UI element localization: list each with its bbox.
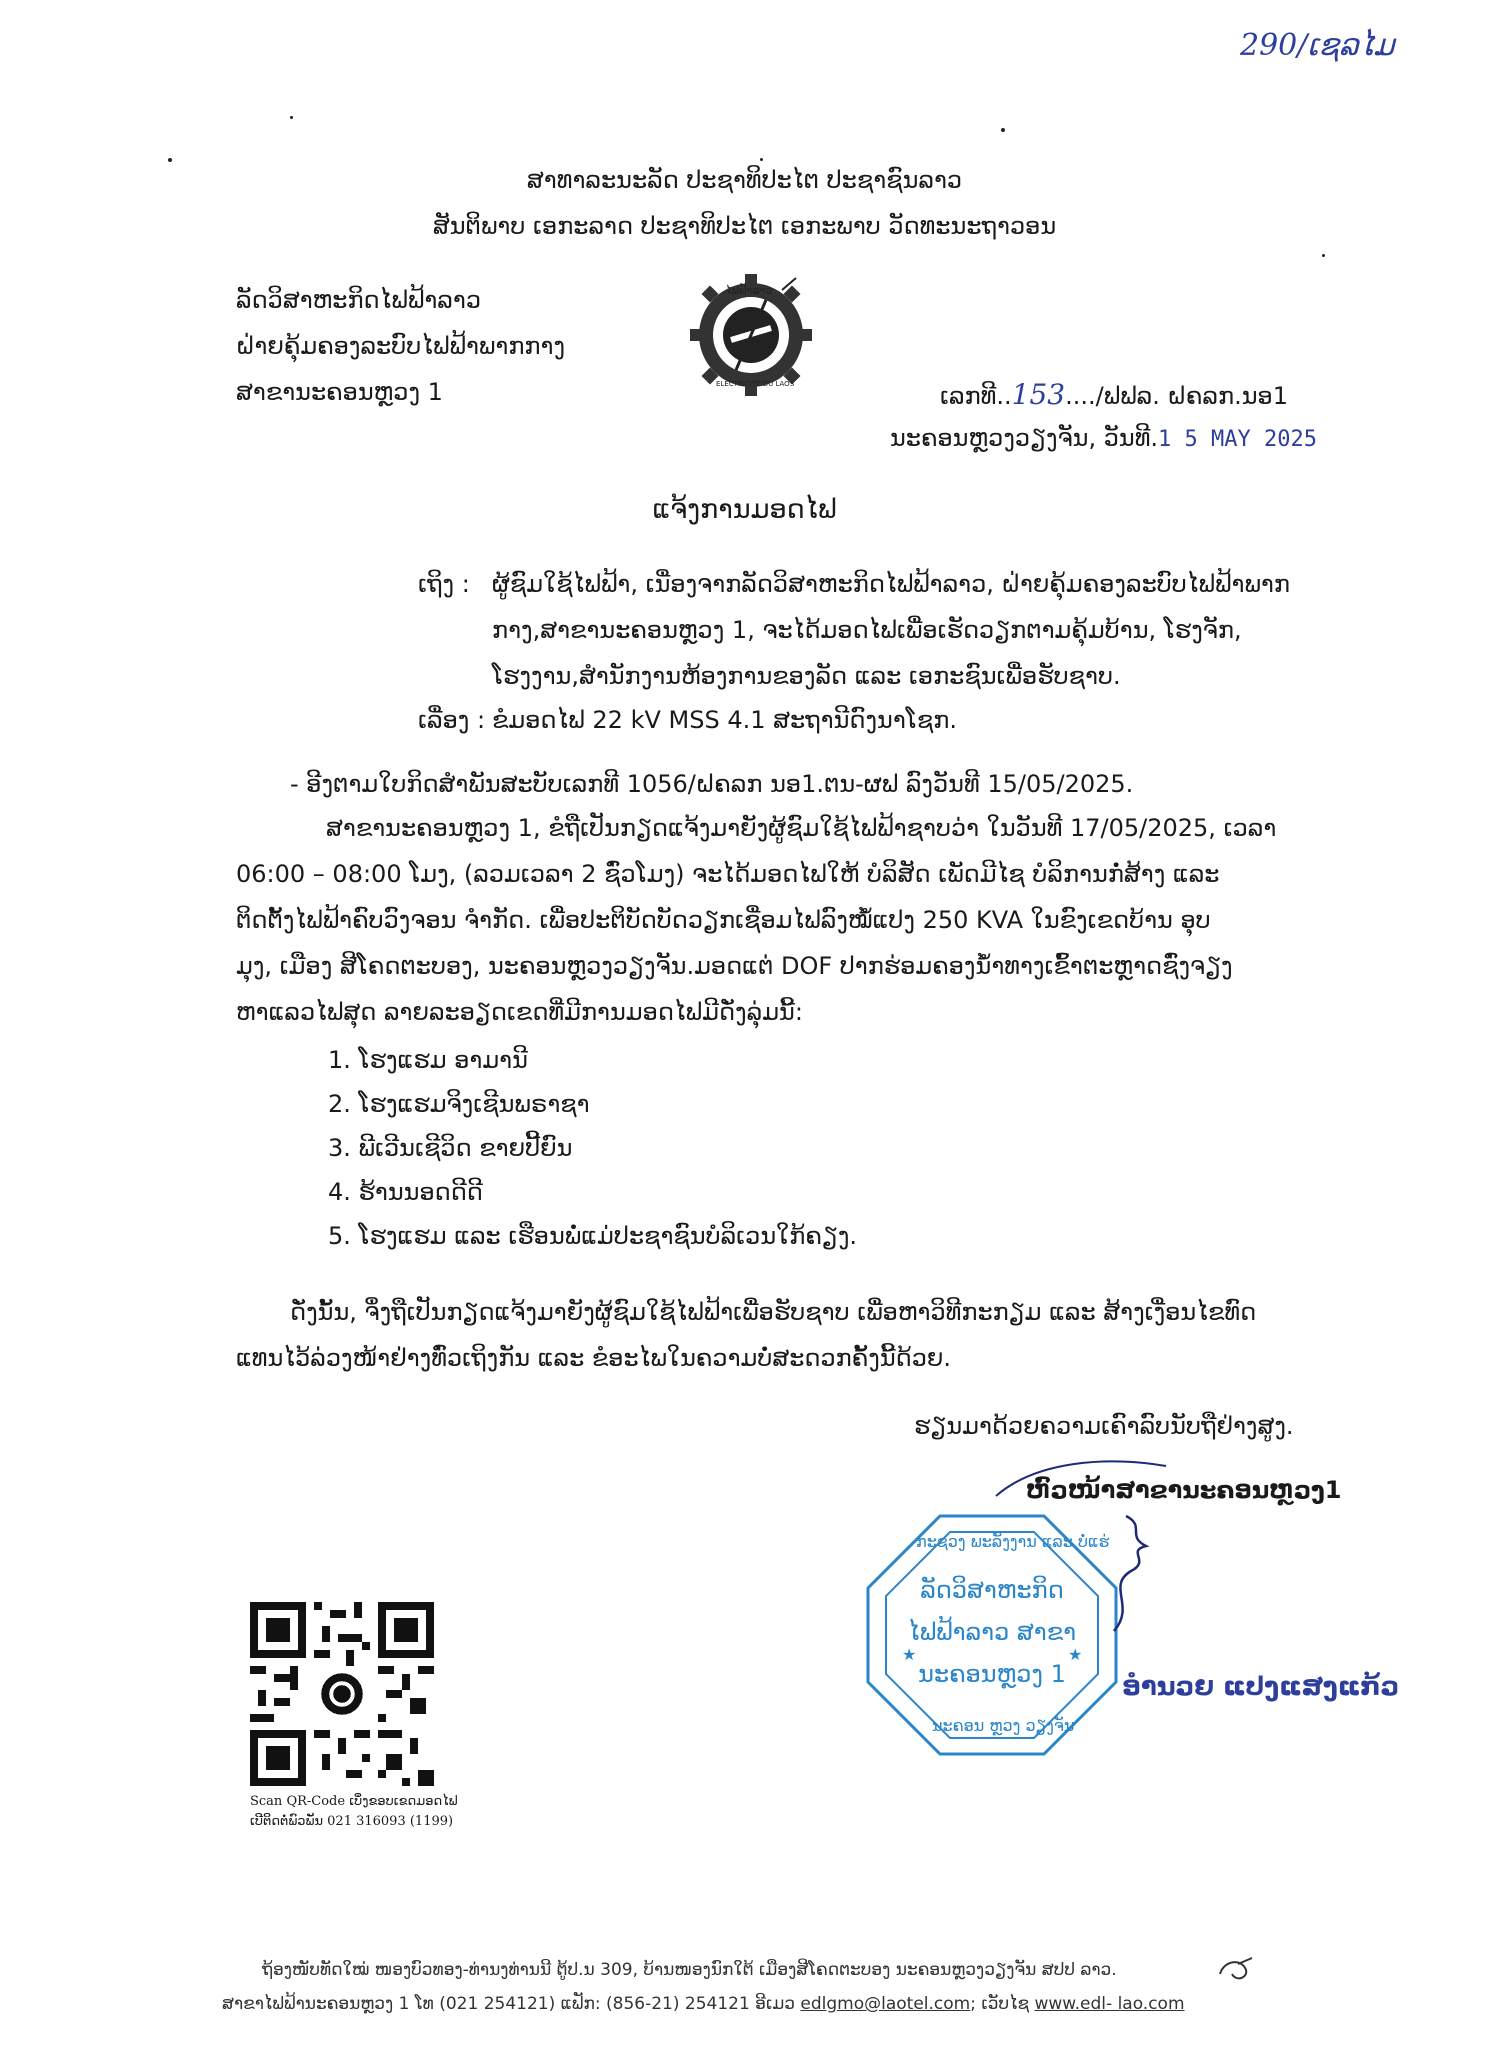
body-line-6: ຫາແລວໄຟສຸດ ລາຍລະອຽດເຂດທີ່ມີການມອດໄຟມີດັ່ງລຸ່ມນີ້: xyxy=(236,998,803,1026)
signer-name: ອຳນວຍ ແປງແສງແກ້ວ xyxy=(1122,1672,1400,1702)
corner-note: 290/ເຊລໄມ xyxy=(1240,28,1395,63)
regards-line: ຮຽນມາດ້ວຍຄວາມເຄົາລົບນັບຖືຢ່າງສູງ. xyxy=(914,1412,1294,1440)
stamp-line-2: ໄຟຟ້າລາວ ສາຂາ xyxy=(907,1618,1077,1646)
national-title: ສາທາລະນະລັດ ປະຊາທິປະໄຕ ປະຊາຊົນລາວ xyxy=(526,166,963,194)
national-motto: ສັນຕິພາບ ເອກະລາດ ປະຊາທິປະໄຕ ເອກະພາບ ວັດທະນະຖາວອນ xyxy=(432,212,1057,240)
org-name: ລັດວິສາຫະກິດໄຟຟ້າລາວ xyxy=(236,286,482,314)
stamp-line-3: ນະຄອນຫຼວງ 1 xyxy=(918,1660,1066,1688)
org-division: ຝ່າຍຄຸ້ມຄອງລະບົບໄຟຟ້າພາກກາງ xyxy=(236,332,566,360)
scan-speck xyxy=(1001,128,1005,132)
body-line-1: - ອີງຕາມໃບກິດສຳພັນສະບັບເລກທີ 1056/ຝຄລກ ນອ1.ຕນ-ຜຟ ລົງວັນທີ 15/05/2025. xyxy=(290,770,1134,798)
scan-speck xyxy=(168,158,172,162)
footer-contact xyxy=(222,1994,1185,2014)
to-line-3: ໂຮງງານ,ສຳນັກງານຫ້ອງການຂອງລັດ ແລະ ເອກະຊົນເພື່ອຮັບຊາບ. xyxy=(492,662,1121,690)
footer-email-link[interactable]: edlgmo@laotel.com xyxy=(800,1994,971,2014)
signer-title: ຫົວໜ້າສາຂານະຄອນຫຼວງ1 xyxy=(1026,1476,1342,1504)
footer-contact-text: ສາຂາໄຟຟ້ານະຄອນຫຼວງ 1 ໂທ (021 254121) ແຟັກ: (856-21) 254121 ອີເມວ xyxy=(222,1994,801,2014)
qr-caption-1: Scan QR-Code ເບິ່ງຂອບເຂດມອດໄຟ xyxy=(250,1794,458,1809)
org-branch: ສາຂານະຄອນຫຼວງ 1 xyxy=(236,378,443,406)
list-item: 4. ຮ້ານນອດດີດີ xyxy=(328,1178,483,1206)
closing-line-2: ແທນໄວ້ລ່ວງໜ້າຢ່າງທົ່ວເຖິງກັນ ແລະ ຂໍອະໄພໃນຄວາມບໍ່ສະດວກຄັ້ງນີ້ດ້ວຍ. xyxy=(236,1344,951,1372)
scan-speck xyxy=(1322,254,1325,257)
list-item: 3. ພີເວີນເຊີວິດ ຂາຍປີ້ຍົນ xyxy=(328,1134,573,1162)
footer-website-link[interactable]: www.edl- lao.com xyxy=(1034,1994,1185,2014)
list-item: 2. ໂຮງແຮມຈິງເຊີນພຣາຊາ xyxy=(328,1090,590,1118)
svg-text:★: ★ xyxy=(902,1645,917,1664)
qr-caption-2: ເບີຕິດຕໍ່ພົວພັນ 021 316093 (1199) xyxy=(250,1814,454,1829)
stamp-line-1: ລັດວິສາຫະກິດ xyxy=(920,1576,1064,1604)
document-title: ແຈ້ງການມອດໄຟ xyxy=(652,494,837,525)
edl-logo xyxy=(686,270,816,400)
qr-code[interactable] xyxy=(250,1602,434,1786)
to-label: ເຖິງ : xyxy=(418,570,470,598)
body-line-2: ສາຂານະຄອນຫຼວງ 1, ຂໍຖືເປັນກຽດແຈ້ງມາຍັງຜູ້ຊົມໃຊ້ໄຟຟ້າຊາບວ່າ ໃນວັນທີ 17/05/2025, ເວລາ xyxy=(326,814,1277,842)
body-line-5: ມຸງ, ເມືອງ ສີໂຄດຕະບອງ, ນະຄອນຫຼວງວຽງຈັນ.ມອດແຕ່ DOF ປາກຮ່ອມຄອງນ້ຳທາງເຂົ້າຕະຫຼາດຊົ່ງຈຽງ xyxy=(236,952,1233,980)
subject-label: ເລື່ອງ : xyxy=(418,706,486,734)
scan-speck xyxy=(290,116,293,119)
ref-date-label: ນະຄອນຫຼວງວຽງຈັນ, ວັນທີ. xyxy=(890,424,1159,452)
subject-text: ຂໍມອດໄຟ 22 kV MSS 4.1 ສະຖານີດົງນາໂຊກ. xyxy=(492,706,957,734)
stamp-ring-top: ກະຊວງ ພະລັງງານ ແລະ ບໍ່ແຮ່ xyxy=(916,1532,1110,1551)
list-item: 5. ໂຮງແຮມ ແລະ ເຮືອນພໍ່ແມ່ປະຊາຊົນບໍລິເວນໃກ້ຄຽງ. xyxy=(328,1222,858,1250)
footer-contact-sep: ; ເວັບໄຊ xyxy=(970,1994,1035,2014)
ref-number-suffix: ..../ຟຟລ. ຝຄລກ.ນອ1 xyxy=(1065,382,1289,410)
ref-date xyxy=(890,424,1317,453)
footer-logo-icon xyxy=(1216,1954,1256,1986)
stamp-ring-bottom: ນະຄອນ ຫຼວງ ວຽງຈັນ xyxy=(932,1716,1075,1735)
ref-number-label: ເລກທີ.. xyxy=(940,382,1012,410)
body-line-3: 06:00 – 08:00 ໂມງ, (ລວມເວລາ 2 ຊົ່ວໂມງ) ຈະໄດ້ມອດໄຟໃຫ້ ບໍລິສັດ ເພັດມີໄຊ ບໍລິການກໍ່ສ້າງ ແລະ xyxy=(236,860,1220,888)
ref-date-stamp: 1 5 MAY 2025 xyxy=(1158,427,1317,452)
ref-number xyxy=(940,378,1288,412)
body-line-4: ຕິດຕັ້ງໄຟຟ້າຄົບວົງຈອນ ຈຳກັດ. ເພື່ອປະຕິບັດບັດວຽກເຊື່ອມໄຟລົງໝໍ້ແປງ 250 KVA ໃນຂົງເຂດບ້ານ ອຸບ xyxy=(236,906,1211,934)
logo-bottom-text: ELECTRICITE DU LAOS xyxy=(716,380,795,388)
closing-line-1: ດັ່ງນັ້ນ, ຈຶ່ງຖືເປັນກຽດແຈ້ງມາຍັງຜູ້ຊົມໃຊ້ໄຟຟ້າເພື່ອຮັບຊາບ ເພື່ອຫາວິທີກະກຽມ ແລະ ສ້າງເງື່ອນໄຂທົດ xyxy=(290,1298,1257,1326)
footer-address: ຖ້ອງໜັບທັດໃໝ່ ໜອງບົວທອງ-ທ່ານງທ່ານນີ ຕູ້ປ.ນ 309, ບ້ານໜອງນົກໃຕ້ ເມືອງສີໂຄດຕະບອງ ນະຄອນຫຼວງວຽງຈັນ ສປປ ລາວ. xyxy=(262,1960,1117,1980)
handwritten-signature xyxy=(986,1456,1176,1656)
scan-speck xyxy=(760,158,763,161)
list-item: 1. ໂຮງແຮມ ອາມານີ xyxy=(328,1046,528,1074)
svg-text:★: ★ xyxy=(1068,1645,1083,1664)
to-line-2: ກາງ,ສາຂານະຄອນຫຼວງ 1, ຈະໄດ້ມອດໄຟເພື່ອເຮັດວຽກຕາມຄຸ້ມບ້ານ, ໂຮງຈັກ, xyxy=(492,616,1242,644)
ref-number-value: 153 xyxy=(1011,378,1066,411)
logo-top-text: ໄຟຟ້າລາວ xyxy=(726,284,773,297)
to-line-1: ຜູ້ຊົມໃຊ້ໄຟຟ້າ, ເນື່ອງຈາກລັດວິສາຫະກິດໄຟຟ້າລາວ, ຝ່າຍຄຸ້ມຄອງລະບົບໄຟຟ້າພາກ xyxy=(492,570,1290,598)
